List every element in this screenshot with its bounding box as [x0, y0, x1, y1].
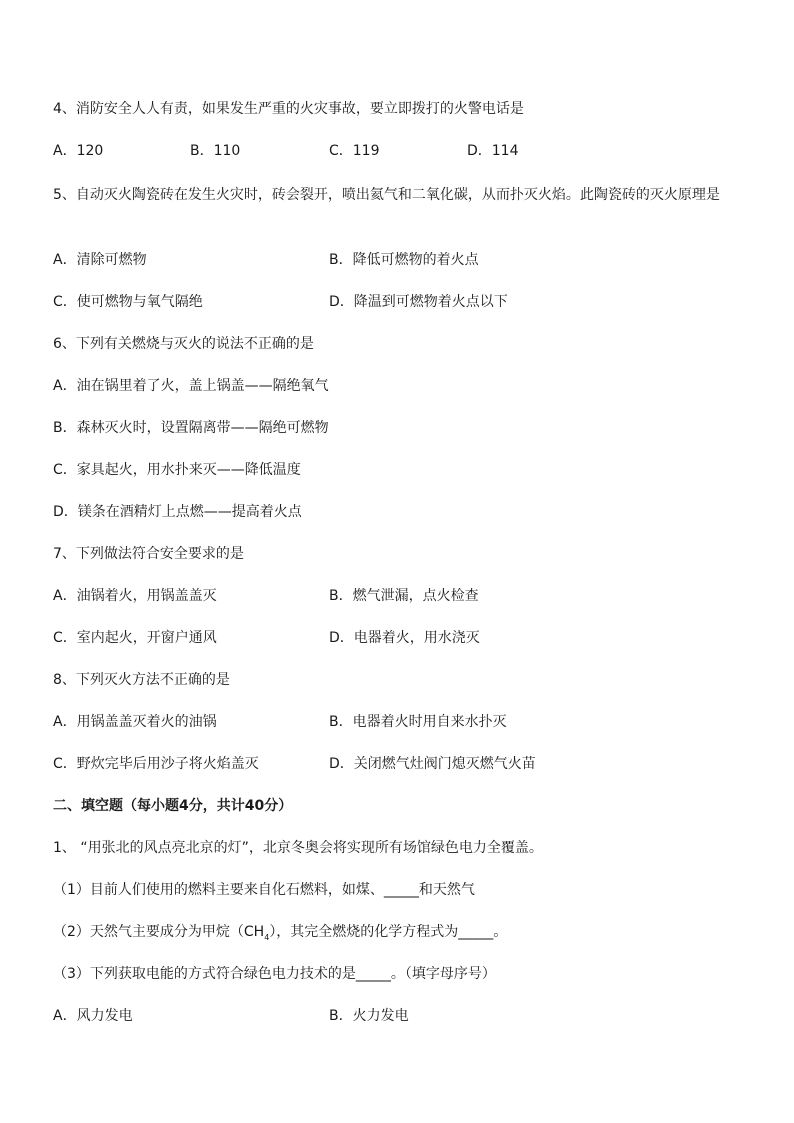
q4-option-c: C．119	[329, 143, 380, 159]
q8-stem: 8、下列灭火方法不正确的是	[53, 672, 230, 688]
fill1-part2-before: （2）天然气主要成分为甲烷（CH	[53, 924, 265, 940]
q8-option-a: A．用锅盖盖灭着火的油锅	[53, 714, 217, 730]
fill1-option-a: A．风力发电	[53, 1008, 133, 1024]
q5-option-a: A．清除可燃物	[53, 252, 147, 268]
fill1-stem: 1、 “用张北的风点亮北京的灯”，北京冬奥会将实现所有场馆绿色电力全覆盖。	[53, 840, 543, 856]
q6-stem: 6、下列有关燃烧与灭火的说法不正确的是	[53, 336, 314, 352]
q5-option-c: C．使可燃物与氧气隔绝	[53, 294, 203, 310]
fill1-part2-subscript: 4	[264, 932, 270, 942]
q7-stem: 7、下列做法符合安全要求的是	[53, 546, 244, 562]
q7-option-c: C．室内起火，开窗户通风	[53, 630, 217, 646]
fill1-part2-after: ），其完全燃烧的化学方程式为_____。	[269, 924, 508, 940]
q4-stem: 4、消防安全人人有责，如果发生严重的火灾事故，要立即拨打的火警电话是	[53, 101, 524, 117]
q6-option-c: C．家具起火，用水扑来灭——降低温度	[53, 462, 301, 478]
q4-option-d: D．114	[467, 143, 519, 159]
fill1-part2	[53, 921, 507, 949]
fill1-option-b: B．火力发电	[329, 1008, 409, 1024]
q8-option-d: D．关闭燃气灶阀门熄灭燃气火苗	[329, 756, 536, 772]
q5-option-b: B．降低可燃物的着火点	[329, 252, 479, 268]
q7-option-b: B．燃气泄漏，点火检查	[329, 588, 479, 604]
q5-stem: 5、自动灭火陶瓷砖在发生火灾时，砖会裂开，喷出氦气和二氧化碳，从而扑灭火焰。此陶瓷砖的灭火原理是	[53, 187, 720, 203]
q7-option-a: A．油锅着火，用锅盖盖灭	[53, 588, 217, 604]
q4-option-b: B．110	[190, 143, 241, 159]
fill1-part3: （3）下列获取电能的方式符合绿色电力技术的是_____。（填字母序号）	[53, 966, 496, 982]
q7-option-d: D．电器着火，用水浇灭	[329, 630, 480, 646]
fill1-part1: （1）目前人们使用的燃料主要来自化石燃料，如煤、_____和天然气	[53, 882, 475, 898]
q8-option-c: C．野炊完毕后用沙子将火焰盖灭	[53, 756, 259, 772]
q6-option-d: D．镁条在酒精灯上点燃——提高着火点	[53, 504, 302, 520]
q6-option-a: A．油在锅里着了火，盖上锅盖——隔绝氧气	[53, 378, 329, 394]
q4-option-a: A．120	[53, 143, 104, 159]
section-title: 二、填空题（每小题4分，共计40分）	[53, 798, 293, 814]
q5-option-d: D．降温到可燃物着火点以下	[329, 294, 508, 310]
q6-option-b: B．森林灭火时，设置隔离带——隔绝可燃物	[53, 420, 329, 436]
q8-option-b: B．电器着火时用自来水扑灭	[329, 714, 507, 730]
